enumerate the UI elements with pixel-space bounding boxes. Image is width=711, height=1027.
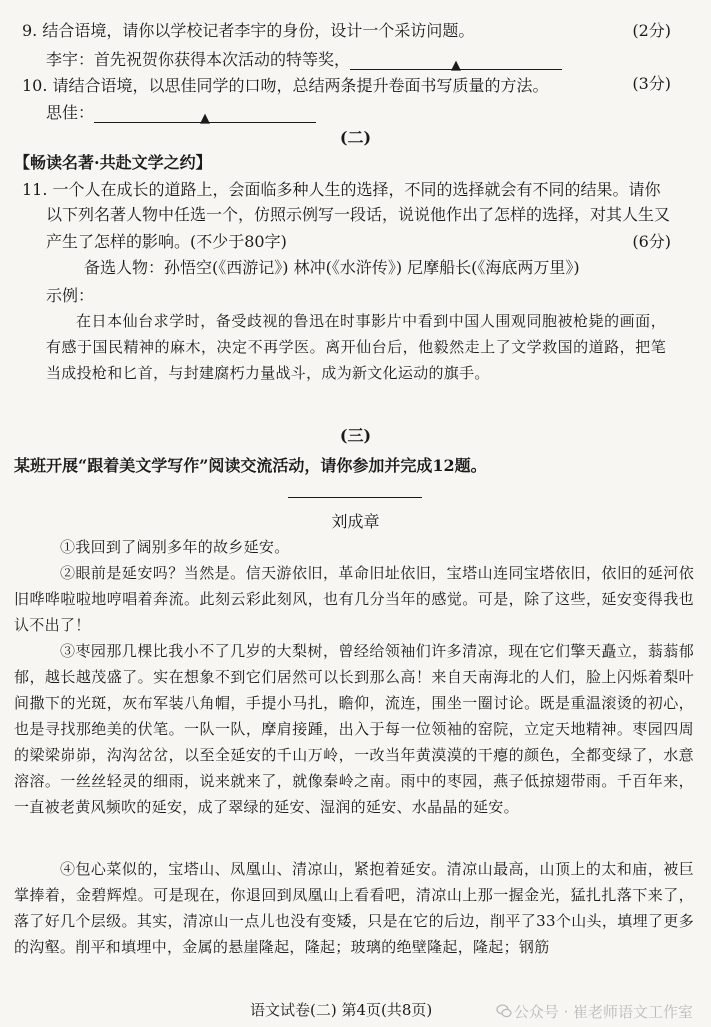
- q10-score: (3分): [632, 74, 671, 93]
- q11-score: (6分): [632, 232, 671, 251]
- q9-text: 9. 结合语境，请你以学校记者李宇的身份，设计一个采访问题。: [22, 21, 475, 40]
- q10-answer-prefix: 思佳：: [46, 103, 95, 122]
- watermark: [496, 1001, 693, 1022]
- section-2-tag: 【畅读名著·共赴文学之约】: [14, 153, 212, 172]
- article-paragraph-4: ④包心菜似的，宝塔山、凤凰山、清凉山，紧抱着延安。清凉山最高，山顶上的太和庙，被巨掌捧着，金碧辉煌。可是现在，你退回到凤凰山上看看吧，清凉山上那一握金光，猛扎扎落下来了，落了好几个层级。其实，清凉山一点儿也没有变矮，只是在它的后边，削平了33个山头，填埋了更多的沟壑。削平和填埋中，金属的悬崖隆起，隆起；玻璃的绝壁隆起，隆起；钢筋: [14, 860, 694, 956]
- q9-answer-line: [46, 50, 562, 73]
- article-paragraph-1: ①我回到了阔别多年的故乡延安。: [60, 538, 290, 556]
- article-author: 刘成章: [331, 512, 380, 531]
- article-paragraph-3: ③枣园那几棵比我小不了几岁的大梨树，曾经给领袖们许多清凉，现在它们擎天矗立，蓊蓊郁郁，越长越茂盛了。实在想象不到它们居然可以长到那么高！来自天南海北的人们，脸上闪烁着梨叶间撒下的光斑，灰布军装八角帽，手提小马扎，瞻仰，流连，围坐一圈讨论。既是重温滚烫的初心，也是寻找那绝美的伏笔。一队一队，摩肩接踵，出入于每一位领袖的窑院，立定天地精神。枣园四周的梁梁峁峁，沟沟岔岔，以至全延安的千山万岭，一改当年黄漠漠的干瘪的颜色，全都变绿了，水意溶溶。一丝丝轻灵的细雨，说来就来了，就像秦岭之南。雨中的枣园，燕子低掠翅带雨。千百年来，一直被老黄风频吹的延安，成了翠绿的延安、湿润的延安、水晶晶的延安。: [14, 642, 694, 816]
- triangle-marker-icon: ▲: [451, 58, 462, 73]
- section-3-heading: (三): [339, 426, 372, 445]
- footer-page-info: 语文试卷(二) 第4页(共8页): [250, 1001, 433, 1019]
- q9-answer-blank[interactable]: [350, 52, 562, 73]
- q11-line-3: 产生了怎样的影响。(不少于80字): [46, 232, 287, 251]
- article-paragraph-2: ②眼前是延安吗？当然是。信天游依旧，革命旧址依旧，宝塔山连同宝塔依旧，依旧的延河依旧哗哗啦啦地哼唱着奔流。此刻云彩此刻风，也有几分当年的感觉。可是，除了这些，延安变得我也认不出了！: [14, 564, 694, 634]
- q11-line-2: 以下列名著人物中任选一个，仿照示例写一段话，说说他作出了怎样的选择，对其人生又: [46, 205, 671, 224]
- q11-line-1: 11. 一个人在成长的道路上，会面临多种人生的选择，不同的选择就会有不同的结果。请你: [22, 180, 661, 199]
- section-3-intro: 某班开展“跟着美文学写作”阅读交流活动，请你参加并完成12题。: [14, 456, 487, 475]
- example-paragraph: 在日本仙台求学时，备受歧视的鲁迅在时事影片中看到中国人围观同胞被枪毙的画面，有感于国民精神的麻木，决定不再学医。离开仙台后，他毅然走上了文学救国的道路，把笔当成投枪和匕首，与封建腐朽力量战斗，成为新文化运动的旗手。: [46, 312, 666, 382]
- q9-score: (2分): [632, 21, 671, 40]
- article-title-blank[interactable]: [288, 497, 422, 498]
- example-label: 示例：: [46, 286, 95, 305]
- q9-answer-prefix: 李宇：首先祝贺你获得本次活动的特等奖，: [46, 50, 351, 69]
- wechat-icon: [496, 1003, 512, 1019]
- q10-text: 10. 请结合语境，以思佳同学的口吻，总结两条提升卷面书写质量的方法。: [22, 76, 549, 95]
- watermark-text: 公众号 · 崔老师语文工作室: [513, 1003, 693, 1021]
- q10-answer-line: [46, 103, 316, 126]
- section-2-heading: (二): [339, 128, 372, 147]
- triangle-marker-icon: ▲: [200, 111, 211, 126]
- q11-candidates: 备选人物：孙悟空(《西游记》) 林冲(《水浒传》) 尼摩船长(《海底两万里》): [84, 258, 580, 277]
- q10-answer-blank[interactable]: [94, 105, 316, 126]
